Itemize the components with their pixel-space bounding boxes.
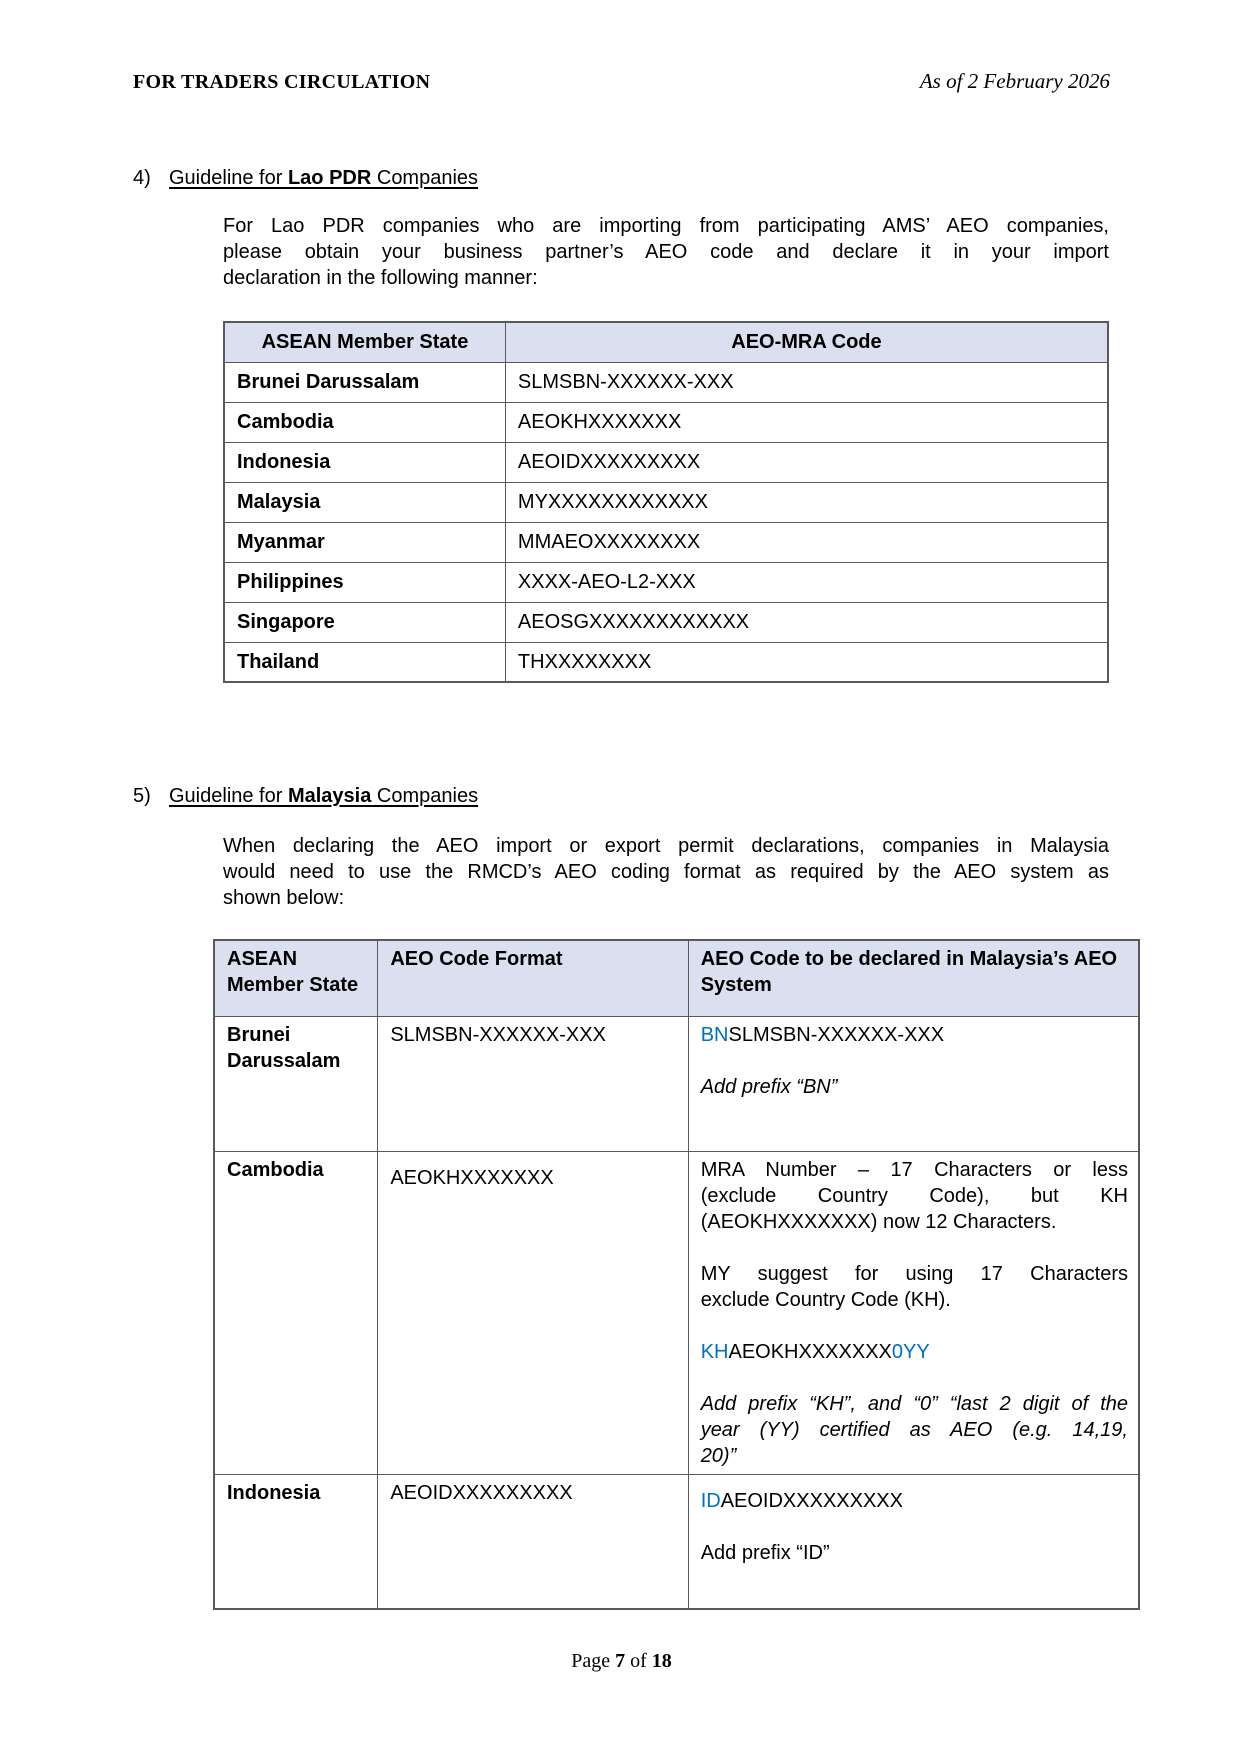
prefix-note: Add prefix “BN”: [700, 1075, 838, 1098]
format-code: AEOKHXXXXXXX: [390, 1166, 554, 1189]
prefix-note: [701, 1391, 1128, 1469]
table-row-cambodia: [224, 402, 1108, 442]
format-cell: AEOIDXXXXXXXXX: [378, 1474, 688, 1609]
declared-code-line: [701, 1339, 1128, 1365]
table-header-row: [224, 322, 1108, 362]
paragraph-line: please obtain your business partner’s AEO code and declare it in your import: [223, 241, 1109, 263]
footer-total-pages: 18: [651, 1650, 672, 1672]
section-5-paragraph: [223, 833, 1109, 911]
column-header-aeo-mra-code: AEO-MRA Code: [505, 322, 1108, 362]
my-suggestion-paragraph: [701, 1261, 1128, 1313]
state-cell: Brunei Darussalam: [224, 362, 505, 402]
section-5-title-post: Companies: [371, 785, 479, 807]
paragraph-line: MY suggest for using 17 Characters: [700, 1262, 1128, 1285]
paragraph-line: (exclude Country Code), but KH: [700, 1184, 1128, 1207]
header-date: As of 2 February 2026: [919, 69, 1110, 93]
lao-pdr-aeo-code-table: [223, 321, 1109, 683]
table-row-myanmar: [224, 522, 1108, 562]
section-5-title-bold: Malaysia: [287, 785, 372, 807]
blank-line: [701, 1048, 1128, 1074]
malaysia-aeo-code-table: [213, 939, 1140, 1610]
note-line: Add prefix “KH”, and “0” “last 2 digit of the: [700, 1392, 1128, 1415]
table-row-indonesia: [214, 1474, 1139, 1609]
table-row-cambodia: [214, 1151, 1139, 1474]
table-row-thailand: [224, 642, 1108, 682]
header-classification: FOR TRADERS CIRCULATION: [133, 71, 431, 93]
declared-code-line: [701, 1022, 1128, 1048]
declared-code-cell: [688, 1016, 1139, 1151]
table-row-philippines: [224, 562, 1108, 602]
mra-number-paragraph: [701, 1157, 1128, 1235]
blank-line: [701, 1313, 1128, 1339]
blank-line: [701, 1235, 1128, 1261]
footer-page-number: 7: [615, 1650, 626, 1672]
section-5-heading: [133, 783, 1110, 809]
table-row-brunei: [224, 362, 1108, 402]
code-cell: XXXX-AEO-L2-XXX: [505, 562, 1108, 602]
blank-line: [701, 1514, 1128, 1540]
state-cell: Philippines: [224, 562, 505, 602]
state-cell: Myanmar: [224, 522, 505, 562]
column-header-declared-code: AEO Code to be declared in Malaysia’s AEO System: [688, 940, 1139, 1016]
code-prefix: KH: [700, 1340, 729, 1363]
paragraph-line: MRA Number – 17 Characters or less: [700, 1158, 1128, 1181]
section-4-number: 4): [133, 167, 151, 189]
paragraph-line: shown below:: [223, 887, 345, 909]
state-cell: Singapore: [224, 602, 505, 642]
declared-code-line: [701, 1488, 1128, 1514]
table-header-row: [214, 940, 1139, 1016]
footer-of-word: of: [630, 1650, 647, 1672]
format-cell: [378, 1151, 688, 1474]
table-row-malaysia: [224, 482, 1108, 522]
state-cell: Brunei Darussalam: [214, 1016, 378, 1151]
document-header: [133, 68, 1110, 95]
section-4-paragraph: [223, 213, 1109, 291]
code-cell: THXXXXXXXX: [505, 642, 1108, 682]
format-cell: SLMSBN-XXXXXX-XXX: [378, 1016, 688, 1151]
state-cell: Cambodia: [214, 1151, 378, 1474]
code-cell: AEOKHXXXXXXX: [505, 402, 1108, 442]
code-prefix: BN: [700, 1023, 729, 1046]
code-cell: MMAEOXXXXXXXX: [505, 522, 1108, 562]
code-body: AEOKHXXXXXXX: [728, 1340, 892, 1363]
section-4-title-pre: Guideline for: [169, 167, 288, 189]
note-line: 20)”: [700, 1444, 737, 1467]
section-5-title: [169, 785, 478, 807]
paragraph-line: For Lao PDR companies who are importing from participating AMS’ AEO companies,: [223, 215, 1109, 237]
section-4-title-post: Companies: [371, 167, 479, 189]
code-cell: SLMSBN-XXXXXX-XXX: [505, 362, 1108, 402]
state-cell: Malaysia: [224, 482, 505, 522]
code-suffix: 0YY: [891, 1340, 930, 1363]
paragraph-line: exclude Country Code (KH).: [700, 1288, 951, 1311]
declared-code-cell: [688, 1151, 1139, 1474]
state-cell: Cambodia: [224, 402, 505, 442]
code-cell: MYXXXXXXXXXXXX: [505, 482, 1108, 522]
note-line: year (YY) certified as AEO (e.g. 14,19,: [700, 1418, 1128, 1441]
state-cell: Thailand: [224, 642, 505, 682]
page-footer: [133, 1648, 1110, 1674]
footer-page-word: Page: [571, 1650, 611, 1672]
blank-line: [701, 1365, 1128, 1391]
state-cell: Indonesia: [224, 442, 505, 482]
table-row-indonesia: [224, 442, 1108, 482]
table-row-singapore: [224, 602, 1108, 642]
column-header-code-format: AEO Code Format: [378, 940, 688, 1016]
code-body: AEOIDXXXXXXXXX: [720, 1489, 903, 1512]
paragraph-line: When declaring the AEO import or export permit declarations, companies in Malaysia: [223, 835, 1109, 857]
declared-code-cell: [688, 1474, 1139, 1609]
column-header-member-state: ASEAN Member State: [214, 940, 378, 1016]
code-cell: AEOIDXXXXXXXXX: [505, 442, 1108, 482]
paragraph-line: would need to use the RMCD’s AEO coding format as required by the AEO system as: [223, 861, 1109, 883]
section-4-title-bold: Lao PDR: [287, 167, 372, 189]
section-4-title: [169, 167, 478, 189]
column-header-member-state: ASEAN Member State: [224, 322, 505, 362]
section-5-title-pre: Guideline for: [169, 785, 288, 807]
section-5-number: 5): [133, 785, 151, 807]
paragraph-line: declaration in the following manner:: [223, 267, 538, 289]
code-prefix: ID: [700, 1489, 721, 1512]
code-body: SLMSBN-XXXXXX-XXX: [728, 1023, 945, 1046]
code-cell: AEOSGXXXXXXXXXXXX: [505, 602, 1108, 642]
state-cell: Indonesia: [214, 1474, 378, 1609]
paragraph-line: (AEOKHXXXXXXX) now 12 Characters.: [700, 1210, 1057, 1233]
section-4-heading: [133, 165, 1110, 191]
prefix-note: Add prefix “ID”: [700, 1541, 830, 1564]
table-row-brunei: [214, 1016, 1139, 1151]
